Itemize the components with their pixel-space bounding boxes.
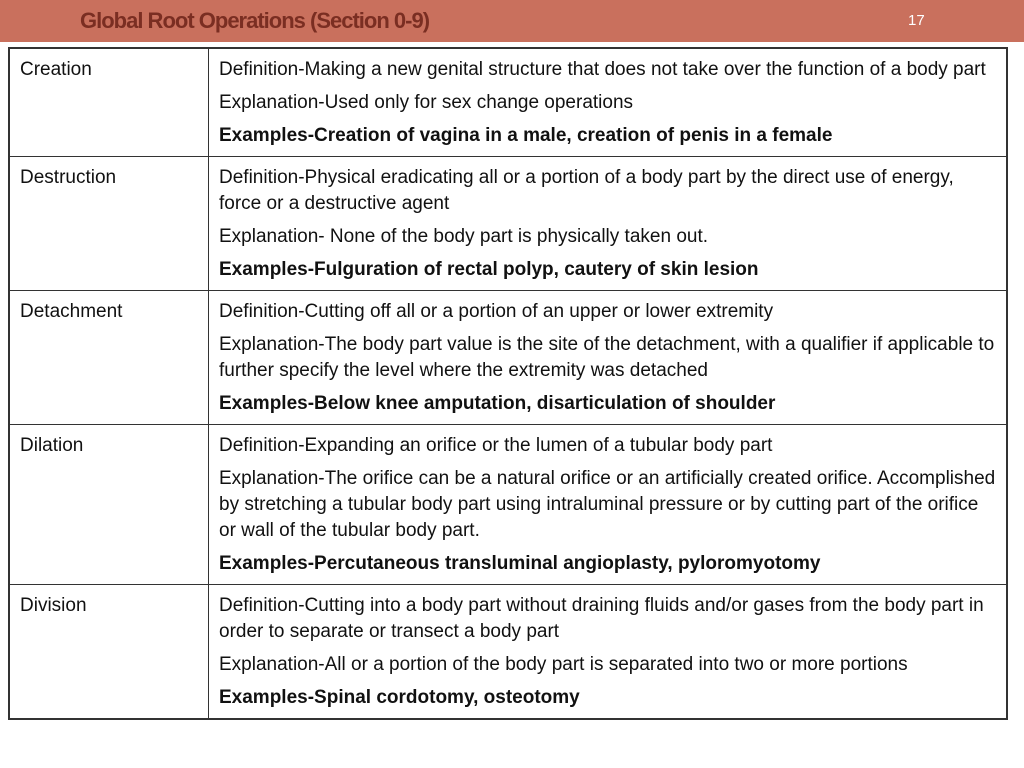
operation-name: Creation (9, 48, 209, 157)
operation-explanation: Explanation- None of the body part is physically taken out. (219, 226, 709, 247)
operation-definition: Definition-Cutting off all or a portion of an upper or lower extremity (219, 301, 774, 322)
slide-number: 17 (908, 12, 925, 29)
operation-explanation: Explanation-The body part value is the site of the detachment, with a qualifier if applicable to further specify the level where the extremity was detached (219, 334, 995, 381)
slide-title: Global Root Operations (Section 0-9) (80, 8, 430, 33)
operation-examples: Examples-Fulguration of rectal polyp, cautery of skin lesion (219, 259, 759, 280)
operation-details (209, 48, 1008, 157)
operation-name: Detachment (9, 291, 209, 425)
table-row (9, 48, 1007, 157)
operation-examples: Examples-Creation of vagina in a male, creation of penis in a female (219, 125, 833, 146)
root-operations-table (8, 47, 1008, 720)
operation-definition: Definition-Expanding an orifice or the lumen of a tubular body part (219, 435, 773, 456)
operation-name: Dilation (9, 425, 209, 585)
operation-definition: Definition-Cutting into a body part without draining fluids and/or gases from the body part in order to separate or transect a body part (219, 595, 984, 642)
table-row (9, 585, 1007, 720)
operation-name: Destruction (9, 157, 209, 291)
operation-details (209, 291, 1008, 425)
operation-definition: Definition-Making a new genital structure that does not take over the function of a body part (219, 59, 986, 80)
operation-details (209, 425, 1008, 585)
operation-name: Division (9, 585, 209, 720)
operation-explanation: Explanation-All or a portion of the body part is separated into two or more portions (219, 654, 908, 675)
operation-details (209, 585, 1008, 720)
operation-details (209, 157, 1008, 291)
table-row (9, 157, 1007, 291)
operation-explanation: Explanation-Used only for sex change operations (219, 92, 634, 113)
operation-examples: Examples-Below knee amputation, disarticulation of shoulder (219, 393, 776, 414)
operation-examples: Examples-Percutaneous transluminal angioplasty, pyloromyotomy (219, 553, 821, 574)
operation-definition: Definition-Physical eradicating all or a portion of a body part by the direct use of energy, force or a destructive agent (219, 167, 954, 214)
table-row (9, 291, 1007, 425)
operation-examples: Examples-Spinal cordotomy, osteotomy (219, 687, 580, 708)
operation-explanation: Explanation-The orifice can be a natural orifice or an artificially created orifice. Accomplished by stretching a tubular body part using intraluminal pressure or by cutting part of the orifice or wall of the tubular body part. (219, 468, 996, 541)
table-row (9, 425, 1007, 585)
